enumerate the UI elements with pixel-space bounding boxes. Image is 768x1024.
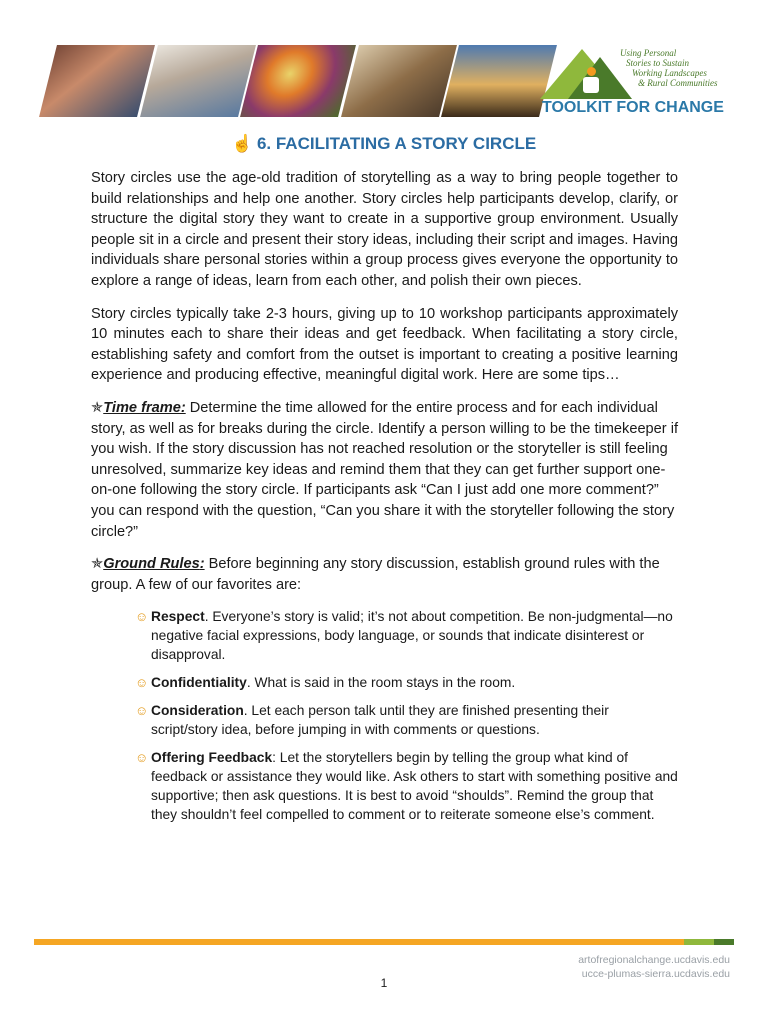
time-frame-paragraph [91,398,678,542]
list-item: ☺ Consideration. Let each person talk until they are finished presenting their script/story idea, before jumping in with comments or questions. [135,703,609,738]
person-icon [583,67,601,95]
photo-radio-host [39,45,155,117]
footer-url-art[interactable]: artofregionalchange.ucdavis.edu [578,954,730,966]
ground-rules-colon: : [199,556,205,573]
footer-url-ucce[interactable]: ucce-plumas-sierra.ucdavis.edu [581,968,730,980]
smiley-icon: ☺ [135,703,149,719]
list-item: ☺ Respect. Everyone’s story is valid; it’s not about competition. Be non-judgmental—no negative facial expressions, body language, or sounds that indicate disinterest or disapproval. [135,609,673,663]
document-body [91,168,678,833]
list-item: ☺ Offering Feedback: Let the storytellers begin by telling the group what kind of feedback or assistance they would like. Ask others to start with something positive and supportive; then ask questions. It is best to avoid “shoulds”. Remind the group that they shouldn’t feel compelled to comment or to reiterate someone else’s comment. [135,750,678,823]
smiley-icon: ☺ [135,750,149,766]
section-title: 6. FACILITATING A STORY CIRCLE [256,134,537,153]
time-frame-label: Time frame: [103,399,186,416]
page-number: 1 [380,976,388,990]
intro-paragraph: Story circles use the age-old tradition of storytelling as a way to bring people together to build relationships and help one another. Story circles help participants develop, clarify, or structure the digital story they want to create in a supportive group environment. Usually people sit in a circle and present their story ideas, including their script and images. Having individuals share personal stories within a group process gives everyone the opportunity to explore a range of ideas, learn from each other, and polish their own pieces. [91,170,678,289]
logo-tagline: Using Personal Stories to Sustain Working Landscapes & Rural Communities [620,48,718,88]
pointing-hand-icon: ☝ [231,134,253,153]
footer-rule [34,939,734,945]
ground-rules-label: Ground Rules [103,556,200,573]
toolkit-logo [540,45,730,123]
photo-workshop-group [341,45,457,117]
time-frame-text: Determine the time allowed for the entire process and for each individual story, as well as for breaks during the circle. Identify a person willing to be the timekeeper if you wish. If the story discussion has not reached resolution or the storyteller is still feeling unresolved, summarize key ideas and remind them that they can get further support one-on-one following the story circle. If participants ask “Can I just add one more comment?” you can respond with the question, “Can you share it with the storyteller following the story circle?” [91,399,678,540]
timing-paragraph: Story circles typically take 2-3 hours, giving up to 10 workshop participants approximately 10 minutes each to share their ideas and get feedback. When facilitating a story circle, establishing safety and comfort from the outset is important to creating a positive learning experience and producing effective, meaningful digital work. Here are some tips… [91,305,678,384]
section-heading [0,134,768,154]
ground-rules-text: Before beginning any story discussion, establish ground rules with the group. A few of our favorites are: [91,556,660,593]
logo-title: TOOLKIT FOR CHANGE [542,99,724,116]
smiley-icon: ☺ [135,609,149,625]
star-icon: ✯ [91,556,104,573]
ground-rules-paragraph [91,554,678,595]
star-icon: ✯ [91,399,104,416]
smiley-icon: ☺ [135,675,149,691]
ground-rules-list [91,607,678,824]
photo-elder-man [140,45,256,117]
list-item: ☺ Confidentiality. What is said in the room stays in the room. [135,675,516,691]
header-photo-banner [48,45,548,117]
photo-vegetables [240,45,356,117]
